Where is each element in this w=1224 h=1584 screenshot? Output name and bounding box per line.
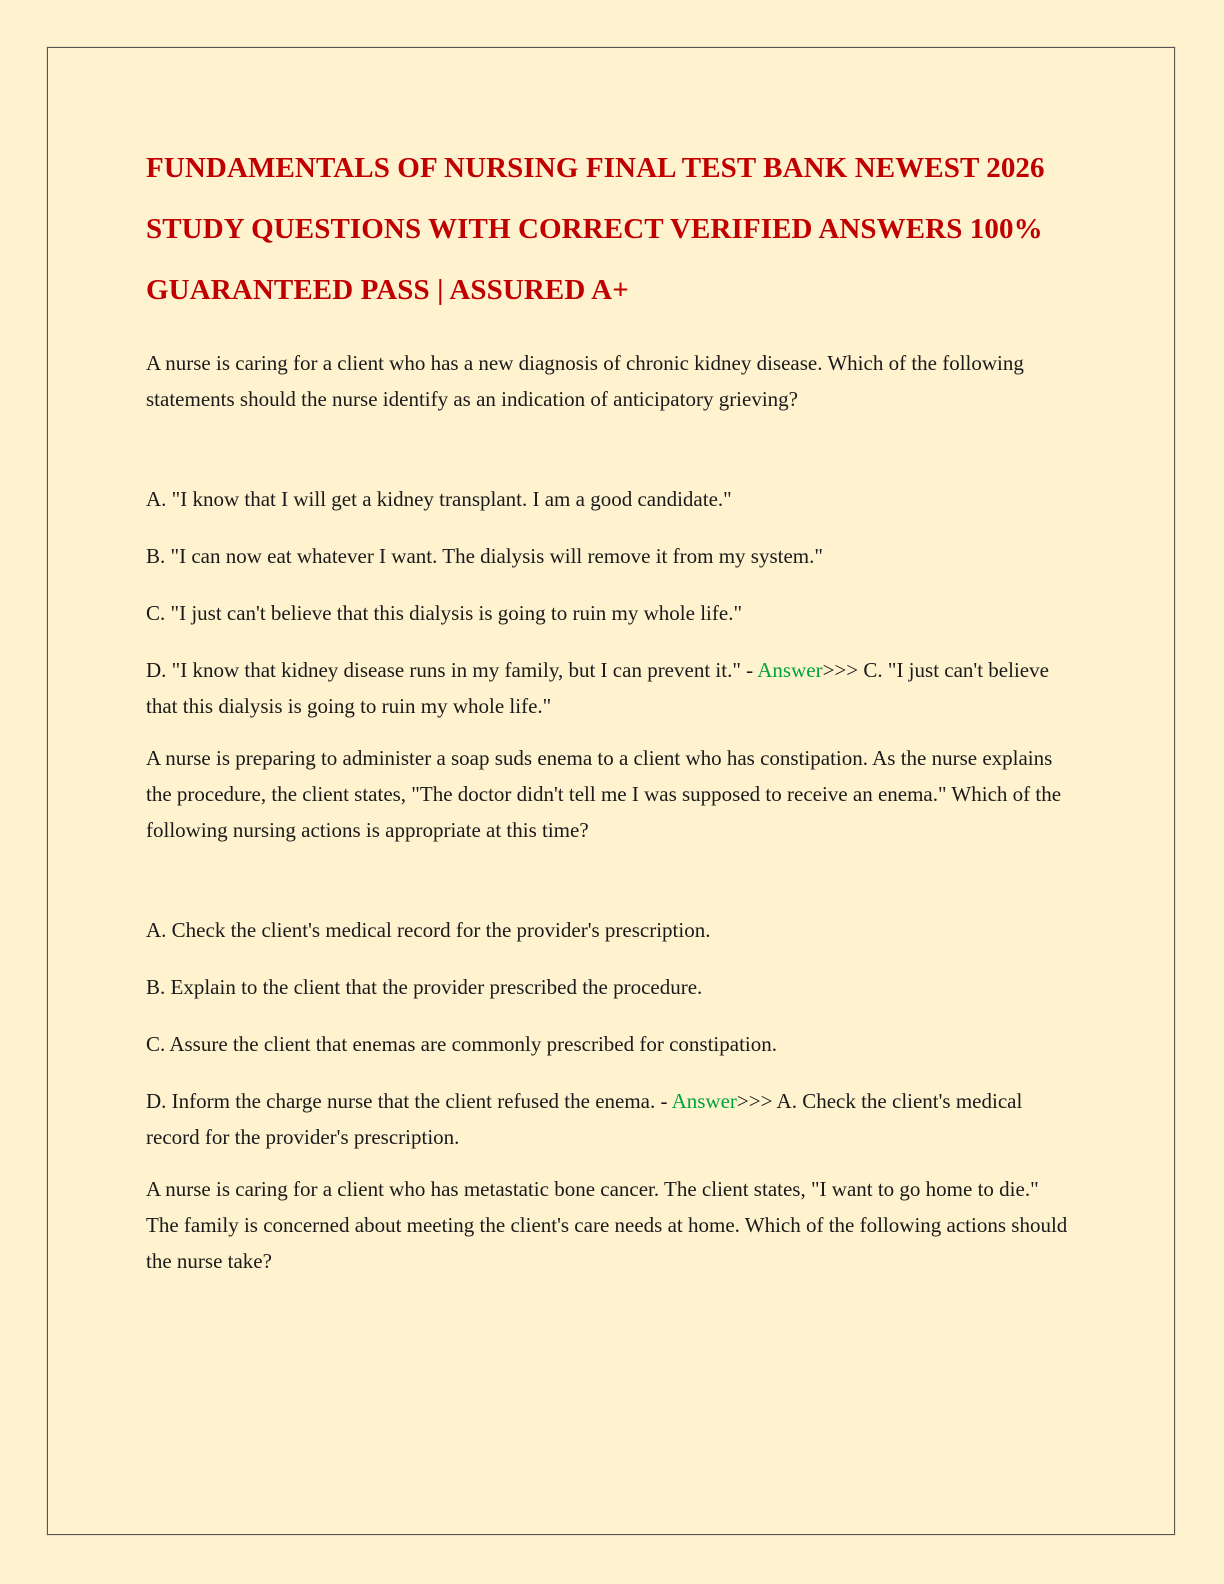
answer-label: Answer [757, 658, 823, 682]
option-b: B. "I can now eat whatever I want. The dialysis will remove it from my system." [146, 544, 823, 568]
option-c: C. "I just can't believe that this dialysis is going to ruin my whole life." [146, 601, 743, 625]
document-content [146, 138, 1076, 1279]
option-d-with-answer [146, 652, 1076, 724]
answer-label: Answer [671, 1089, 737, 1113]
option-c: C. Assure the client that enemas are commonly prescribed for constipation. [146, 1032, 777, 1056]
document-title: FUNDAMENTALS OF NURSING FINAL TEST BANK NEWEST 2026 STUDY QUESTIONS WITH CORRECT VERIFIED ANSWERS 100% GUARANTEED PASS | ASSURED A+ [146, 152, 1045, 306]
question-stem: A nurse is caring for a client who has a new diagnosis of chronic kidney disease. Which of the following statements should the nurse identify as an indication of anticipatory grieving? [146, 351, 1024, 411]
correct-answer: A. Check the client's medical record for the provider's prescription. [146, 1089, 1023, 1149]
answer-marker: >>> [822, 658, 864, 682]
option-a: A. "I know that I will get a kidney transplant. I am a good candidate." [146, 487, 732, 511]
answer-marker: >>> [736, 1089, 777, 1113]
question-1 [146, 345, 1076, 724]
option-d: D. "I know that kidney disease runs in my family, but I can prevent it." - [146, 658, 758, 682]
question-3 [146, 1171, 1076, 1279]
correct-answer: C. "I just can't believe that this dialysis is going to ruin my whole life." [146, 658, 1049, 718]
option-list [146, 481, 1076, 724]
question-stem: A nurse is caring for a client who has metastatic bone cancer. The client states, "I want to go home to die." The family is concerned about meeting the client's care needs at home. Which of the following actions should the nurse take? [146, 1177, 1068, 1273]
option-a: A. Check the client's medical record for the provider's prescription. [146, 918, 711, 942]
question-2 [146, 740, 1076, 1155]
option-d: D. Inform the charge nurse that the client refused the enema. - [146, 1089, 672, 1113]
option-d-with-answer [146, 1083, 1076, 1155]
option-b: B. Explain to the client that the provider prescribed the procedure. [146, 975, 703, 999]
question-stem: A nurse is preparing to administer a soap suds enema to a client who has constipation. As the nurse explains the procedure, the client states, "The doctor didn't tell me I was supposed to receive an enema." Which of the following nursing actions is appropriate at this time? [146, 746, 1062, 842]
option-list [146, 912, 1076, 1155]
